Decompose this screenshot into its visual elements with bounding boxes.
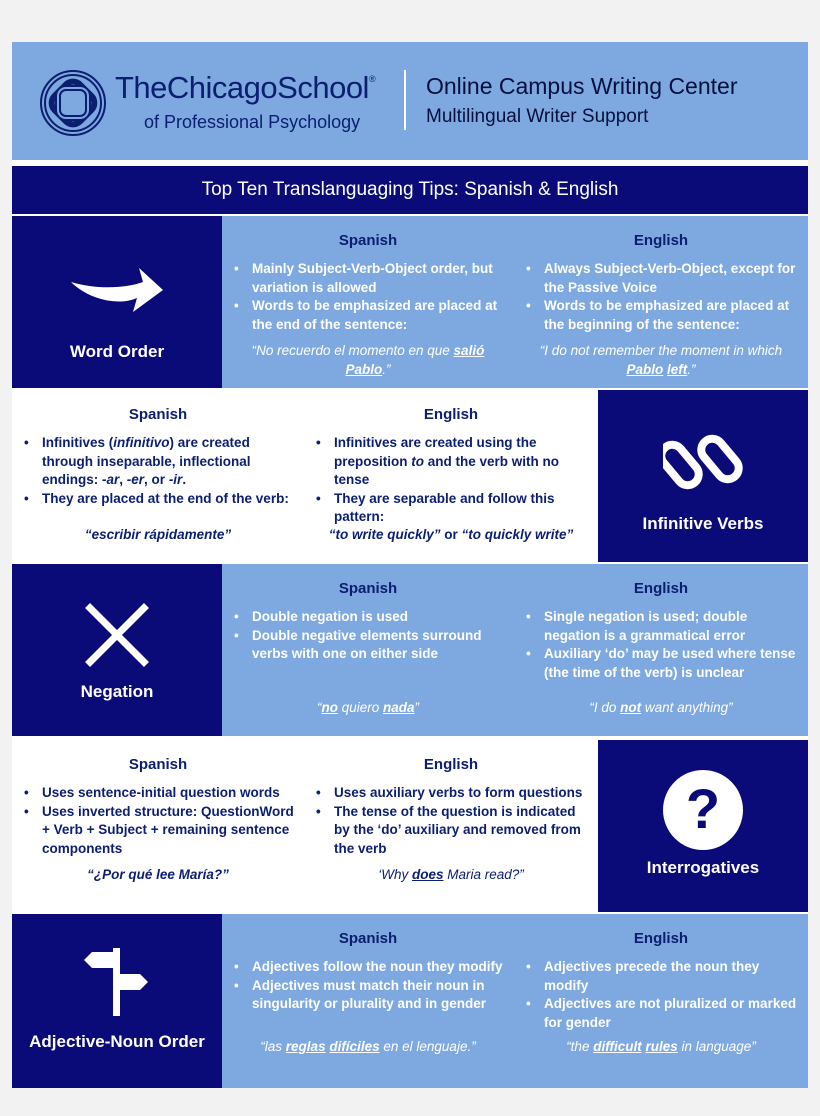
bullet-list — [232, 958, 510, 1014]
english-column — [514, 914, 808, 1088]
list-item: • Adjectives are not pluralized or marked for gender — [524, 995, 804, 1032]
section-label: Interrogatives — [646, 858, 760, 877]
signpost-icon — [82, 946, 152, 1018]
list-item: • Uses sentence-initial question words — [22, 784, 300, 803]
example-sentence: “No recuerdo el momento en que salió Pablo.” — [251, 343, 485, 377]
example-sentence: “to write quickly” or “to quickly write” — [328, 527, 574, 542]
section-label-panel — [12, 914, 222, 1088]
center-title: Online Campus Writing Center — [426, 73, 738, 99]
right-arrow-icon — [67, 262, 167, 318]
svg-text:?: ? — [685, 777, 721, 840]
example-sentence: “escribir rápidamente” — [84, 527, 232, 542]
column-heading: Spanish — [128, 406, 188, 423]
column-heading: English — [423, 756, 479, 773]
example-sentence: “las reglas difíciles en el lenguaje.” — [260, 1039, 476, 1054]
english-column — [304, 390, 598, 562]
page-title-banner: Top Ten Translanguaging Tips: Spanish & English — [12, 166, 808, 214]
list-item: • Single negation is used; double negation is a grammatical error — [524, 608, 804, 645]
logo-subtitle: of Professional Psychology — [144, 112, 361, 132]
list-item: • They are placed at the end of the verb: — [22, 490, 300, 509]
section-label-panel — [598, 390, 808, 562]
chain-link-icon — [663, 422, 743, 502]
bullet-list — [524, 958, 804, 1032]
list-item: • Always Subject-Verb-Object, except for the Passive Voice — [524, 260, 804, 297]
column-heading: English — [423, 406, 479, 423]
english-column — [514, 564, 808, 736]
list-item: • The tense of the question is indicated by the ‘do’ auxiliary and removed from the verb — [314, 803, 594, 859]
column-heading: Spanish — [338, 232, 398, 249]
spanish-column — [12, 390, 304, 562]
list-item: • Adjectives follow the noun they modify — [232, 958, 510, 977]
list-item: • They are separable and follow this pattern: — [314, 490, 594, 527]
bullet-list — [22, 434, 300, 508]
infographic — [12, 42, 808, 1088]
section-label: Infinitive Verbs — [642, 514, 764, 533]
section-adjective-noun-order — [12, 914, 808, 1088]
x-cross-icon — [84, 602, 150, 668]
list-item: • Words to be emphasized are placed at the end of the sentence: — [232, 297, 510, 334]
column-heading: English — [633, 930, 689, 947]
bullet-list — [232, 260, 510, 334]
section-label: Adjective-Noun Order — [29, 1032, 205, 1051]
spanish-column — [222, 216, 514, 388]
list-item: • Infinitives are created using the preposition to and the verb with no tense — [314, 434, 594, 490]
column-heading: English — [633, 232, 689, 249]
list-item: • Double negative elements surround verbs with one on either side — [232, 627, 510, 664]
example-sentence: “I do not want anything” — [589, 700, 733, 715]
list-item: • Adjectives precede the noun they modify — [524, 958, 804, 995]
section-label-panel — [12, 216, 222, 388]
section-label: Word Order — [69, 342, 165, 361]
section-content — [12, 740, 598, 912]
bullet-list — [524, 260, 804, 334]
example-sentence: “the difficult rules in language” — [566, 1039, 756, 1054]
example-sentence: “I do not remember the moment in which Pablo left.” — [539, 343, 783, 377]
section-content — [12, 390, 598, 562]
section-label: Negation — [80, 682, 154, 701]
section-label-panel — [12, 564, 222, 736]
header — [12, 42, 808, 160]
list-item: • Uses inverted structure: QuestionWord + Verb + Subject + remaining sentence components — [22, 803, 300, 859]
list-item: • Adjectives must match their noun in singularity or plurality and in gender — [232, 977, 510, 1014]
header-divider — [404, 70, 406, 130]
list-item: • Mainly Subject-Verb-Object order, but variation is allowed — [232, 260, 510, 297]
english-column — [304, 740, 598, 912]
list-item: • Uses auxiliary verbs to form questions — [314, 784, 594, 803]
list-item: • Infinitives (infinitivo) are created through inseparable, inflectional endings: -ar, -er, or -ir. — [22, 434, 300, 490]
knot-logo-icon — [38, 68, 108, 138]
column-heading: Spanish — [128, 756, 188, 773]
list-item: • Words to be emphasized are placed at the beginning of the sentence: — [524, 297, 804, 334]
spanish-column — [222, 564, 514, 736]
column-heading: Spanish — [338, 580, 398, 597]
section-negation — [12, 564, 808, 736]
logo-name: TheChicagoSchool® — [115, 70, 376, 105]
section-word-order — [12, 216, 808, 388]
bullet-list — [232, 608, 510, 664]
example-sentence: ‘Why does Maria read?” — [378, 867, 524, 882]
column-heading: Spanish — [338, 930, 398, 947]
bullet-list — [314, 434, 594, 527]
section-content — [222, 914, 808, 1088]
section-content — [222, 216, 808, 388]
center-subtitle: Multilingual Writer Support — [426, 106, 649, 127]
english-column — [514, 216, 808, 388]
list-item: • Auxiliary ‘do’ may be used where tense (the time of the verb) is unclear — [524, 645, 804, 682]
question-mark-icon — [661, 768, 745, 852]
section-label-panel — [598, 740, 808, 912]
example-sentence: “¿Por qué lee María?” — [87, 867, 229, 882]
spanish-column — [12, 740, 304, 912]
bullet-list — [524, 608, 804, 682]
bullet-list — [314, 784, 594, 858]
example-sentence: “no quiero nada” — [316, 700, 420, 715]
spanish-column — [222, 914, 514, 1088]
bullet-list — [22, 784, 300, 858]
column-heading: English — [633, 580, 689, 597]
list-item: • Double negation is used — [232, 608, 510, 627]
section-content — [222, 564, 808, 736]
section-infinitive-verbs — [12, 390, 808, 562]
section-interrogatives — [12, 740, 808, 912]
